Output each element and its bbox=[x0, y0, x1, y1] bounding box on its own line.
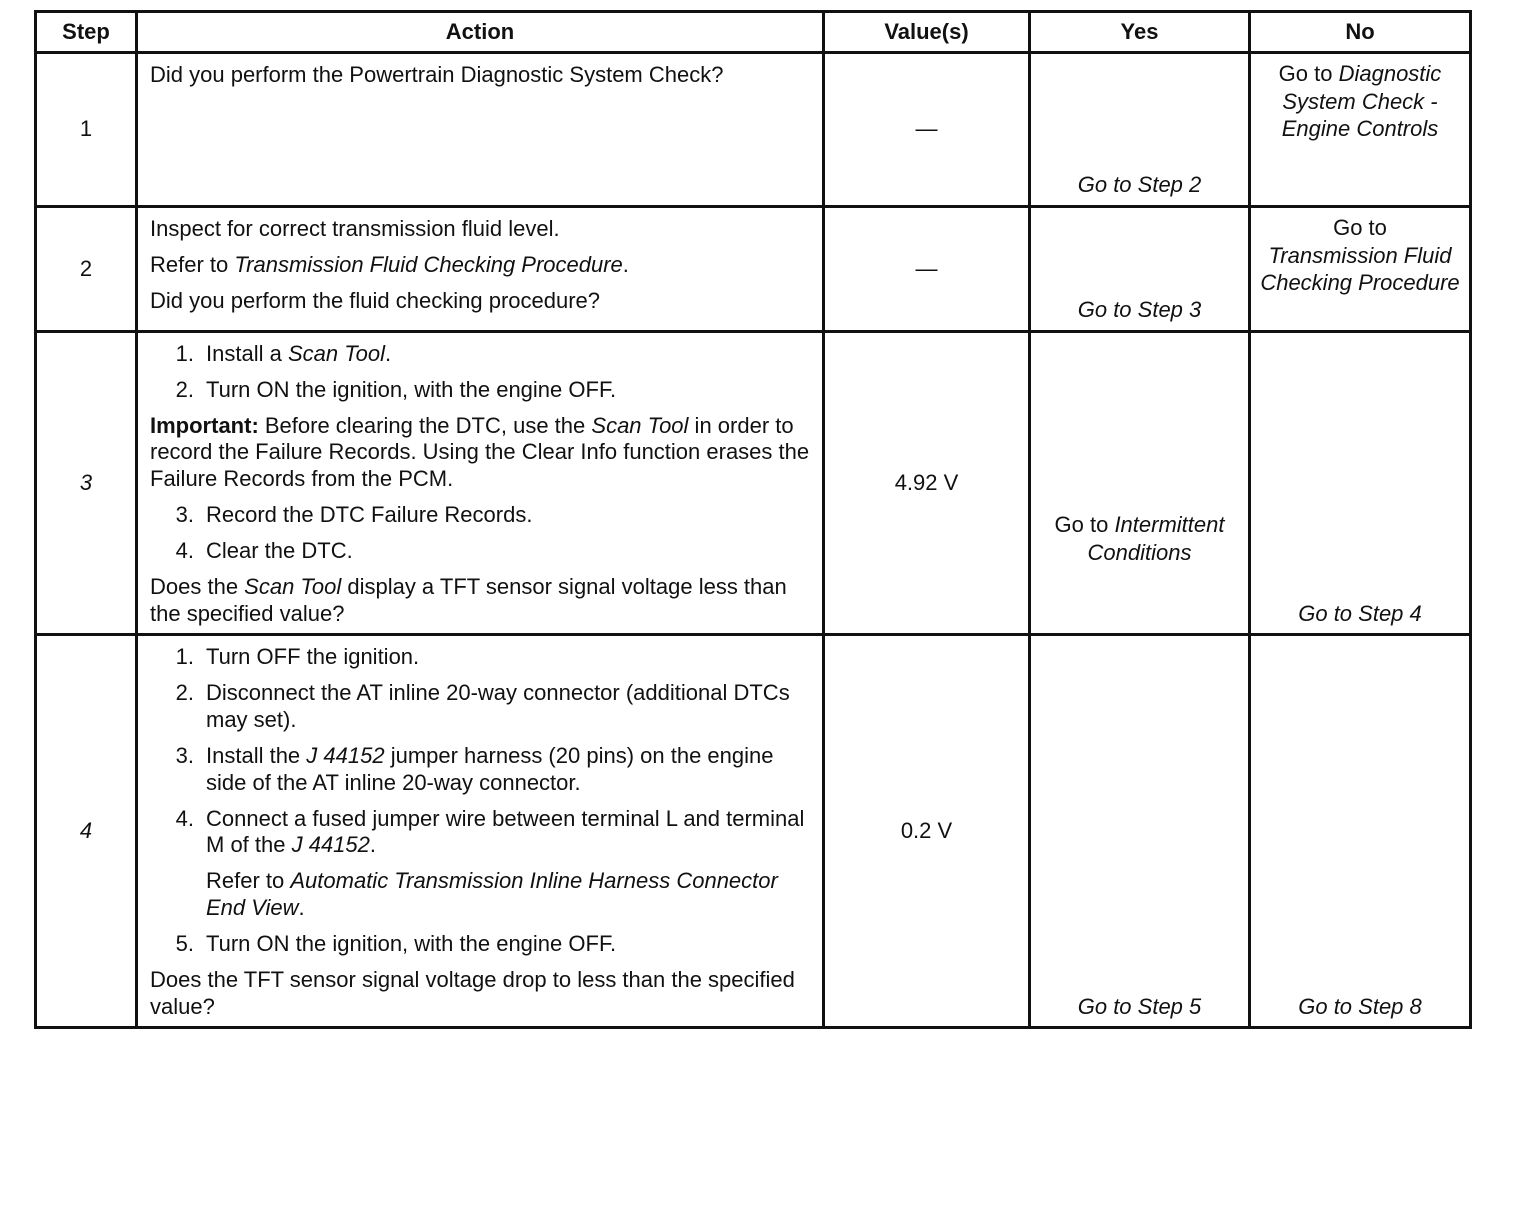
header-values: Value(s) bbox=[824, 12, 1030, 53]
item-number: 1. bbox=[175, 644, 194, 670]
action-list-item bbox=[150, 931, 812, 958]
yes-prefix: Go to bbox=[1054, 512, 1115, 537]
item-text: Disconnect the AT inline 20-way connector (additional DTCs may set). bbox=[206, 680, 790, 733]
yes-cell bbox=[1030, 635, 1250, 1028]
diagnostic-table bbox=[34, 10, 1472, 1029]
action-list-item bbox=[150, 743, 812, 797]
value-cell: 4.92 V bbox=[824, 332, 1030, 635]
action-question: Did you perform the fluid checking procedure? bbox=[150, 287, 601, 313]
no-target: Transmission Fluid Checking Procedure bbox=[1260, 242, 1460, 295]
text: Refer to bbox=[150, 251, 235, 277]
action-cell bbox=[137, 207, 824, 332]
text: . bbox=[369, 832, 377, 858]
yes-link[interactable]: Go to Step 2 bbox=[1077, 172, 1202, 198]
step-number: 2 bbox=[36, 207, 137, 332]
item-number: 2. bbox=[175, 680, 194, 706]
tool-reference: J 44152 bbox=[291, 832, 370, 858]
action-question: Did you perform the Powertrain Diagnostic System Check? bbox=[150, 62, 724, 87]
action-list-item bbox=[150, 341, 812, 368]
no-link[interactable]: Go to Step 8 bbox=[1298, 993, 1422, 1019]
yes-cell bbox=[1030, 207, 1250, 332]
item-text: Turn OFF the ignition. bbox=[206, 644, 420, 670]
tool-reference: Scan Tool bbox=[287, 341, 385, 366]
action-cell bbox=[137, 635, 824, 1028]
step-number: 3 bbox=[36, 332, 137, 635]
value-cell: — bbox=[824, 53, 1030, 207]
header-step: Step bbox=[36, 12, 137, 53]
action-question bbox=[150, 574, 812, 628]
procedure-reference: Automatic Transmission Inline Harness Connector End View bbox=[206, 868, 778, 921]
item-text: Turn ON the ignition, with the engine OFF. bbox=[206, 376, 617, 402]
text: Does the bbox=[150, 573, 245, 599]
text: . bbox=[384, 341, 392, 366]
text: jumper harness (20 pins) on the engine side of the AT inline 20-way connector. bbox=[206, 742, 774, 795]
reference-note bbox=[150, 868, 812, 922]
item-text: Turn ON the ignition, with the engine OFF. bbox=[206, 930, 617, 956]
text: Install a bbox=[206, 341, 288, 366]
yes-cell bbox=[1030, 332, 1250, 635]
header-yes: Yes bbox=[1030, 12, 1250, 53]
text: in order to record the Failure Records. Using the Clear Info function erases the Failure Records from the PCM. bbox=[150, 412, 810, 492]
action-cell bbox=[137, 332, 824, 635]
action-list-item bbox=[150, 806, 812, 860]
item-text: Record the DTC Failure Records. bbox=[206, 502, 533, 528]
header-no: No bbox=[1250, 12, 1471, 53]
table-row-step-2 bbox=[36, 207, 1471, 332]
tool-reference: J 44152 bbox=[306, 742, 385, 768]
item-number: 4. bbox=[175, 805, 194, 831]
tool-reference: Scan Tool bbox=[244, 573, 342, 599]
action-cell bbox=[137, 53, 824, 207]
item-number: 2. bbox=[175, 376, 194, 402]
no-cell bbox=[1250, 207, 1471, 332]
yes-cell bbox=[1030, 53, 1250, 207]
no-link[interactable]: Go to Step 4 bbox=[1298, 600, 1422, 626]
procedure-reference: Transmission Fluid Checking Procedure bbox=[234, 251, 623, 277]
text: Before clearing the DTC, use the bbox=[258, 412, 592, 438]
no-prefix: Go to bbox=[1333, 215, 1387, 240]
step-number: 4 bbox=[36, 635, 137, 1028]
action-line: Inspect for correct transmission fluid level. bbox=[150, 216, 560, 241]
item-text: Clear the DTC. bbox=[206, 537, 353, 563]
action-list-item bbox=[150, 644, 812, 671]
action-question: Does the TFT sensor signal voltage drop to less than the specified value? bbox=[150, 966, 795, 1019]
table-row-step-4 bbox=[36, 635, 1471, 1028]
header-row bbox=[36, 12, 1471, 53]
text: Install the bbox=[206, 742, 307, 768]
value-cell: — bbox=[824, 207, 1030, 332]
no-link[interactable] bbox=[1251, 208, 1469, 297]
table-row-step-1 bbox=[36, 53, 1471, 207]
no-cell bbox=[1250, 635, 1471, 1028]
action-list-item bbox=[150, 680, 812, 734]
no-cell bbox=[1250, 53, 1471, 207]
no-prefix: Go to bbox=[1278, 61, 1339, 86]
text: . bbox=[298, 895, 305, 921]
action-list-item bbox=[150, 502, 812, 529]
text: display a TFT sensor signal voltage less than the specified value? bbox=[150, 573, 787, 626]
table-row-step-3 bbox=[36, 332, 1471, 635]
action-line bbox=[150, 252, 812, 279]
yes-link[interactable]: Go to Step 5 bbox=[1077, 993, 1202, 1019]
no-link[interactable] bbox=[1251, 54, 1469, 143]
step-number: 1 bbox=[36, 53, 137, 207]
no-target: Diagnostic System Check - Engine Controls bbox=[1281, 61, 1442, 141]
item-number: 1. bbox=[175, 341, 194, 366]
item-number: 5. bbox=[175, 930, 194, 956]
yes-link[interactable] bbox=[1031, 511, 1248, 566]
yes-link[interactable]: Go to Step 3 bbox=[1077, 297, 1202, 323]
important-note bbox=[150, 413, 812, 493]
action-list-item bbox=[150, 538, 812, 565]
yes-target: Intermittent Conditions bbox=[1087, 512, 1225, 565]
action-list-item bbox=[150, 377, 812, 404]
header-action: Action bbox=[137, 12, 824, 53]
no-cell bbox=[1250, 332, 1471, 635]
tool-reference: Scan Tool bbox=[591, 412, 689, 438]
value-cell: 0.2 V bbox=[824, 635, 1030, 1028]
text: Refer to bbox=[206, 868, 291, 894]
item-number: 4. bbox=[175, 537, 194, 563]
item-number: 3. bbox=[175, 502, 194, 528]
text: Connect a fused jumper wire between terminal L and terminal M of the bbox=[206, 805, 805, 858]
item-number: 3. bbox=[175, 742, 194, 768]
text: . bbox=[622, 251, 629, 277]
important-label: Important: bbox=[150, 412, 259, 438]
